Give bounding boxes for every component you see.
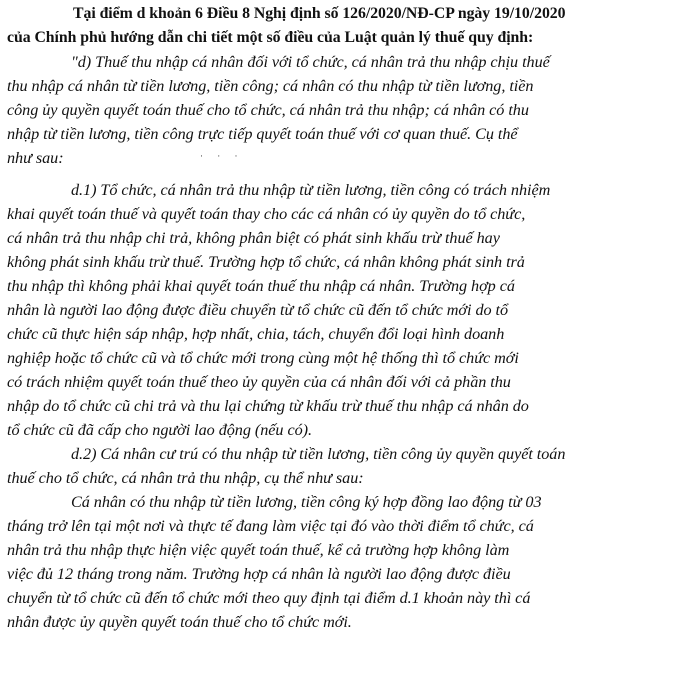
quote-line: thu nhập thì không phải khai quyết toán thuế thu nhập cá nhân. Trường hợp cá [7, 277, 515, 295]
quote-line: thuế cho tổ chức, cá nhân trả thu nhập, cụ thể như sau: [7, 469, 364, 487]
quote-line: như sau: [7, 149, 64, 167]
quote-line: không phát sinh khấu trừ thuế. Trường hợp tổ chức, cá nhân không phát sinh trả [7, 253, 525, 271]
quote-line: nhân được ủy quyền quyết toán thuế cho tổ chức mới. [7, 613, 352, 631]
quote-line: cá nhân trả thu nhập chi trả, không phân biệt có phát sinh khấu trừ thuế hay [7, 229, 500, 247]
intro-line: của Chính phủ hướng dẫn chi tiết một số điều của Luật quản lý thuế quy định: [7, 29, 534, 46]
quote-line: thu nhập cá nhân từ tiền lương, tiền công; cá nhân có thu nhập từ tiền lương, tiền [7, 77, 534, 95]
quote-line: công ủy quyền quyết toán thuế cho tổ chức, cá nhân trả thu nhập; cá nhân có thu [7, 101, 529, 119]
quote-line: khai quyết toán thuế và quyết toán thay cho các cá nhân có ủy quyền do tổ chức, [7, 205, 526, 223]
intro-line: Tại điểm d khoản 6 Điều 8 Nghị định số 126/2020/NĐ-CP ngày 19/10/2020 [73, 5, 566, 22]
quote-line: nhập do tổ chức cũ chi trả và thu lại chứng từ khấu trừ thuế thu nhập cá nhân do [7, 397, 529, 415]
quote-line: d.2) Cá nhân cư trú có thu nhập từ tiền lương, tiền công ủy quyền quyết toán [71, 445, 566, 463]
quote-line: việc đủ 12 tháng trong năm. Trường hợp cá nhân là người lao động được điều [7, 565, 511, 583]
quote-line: nghiệp hoặc tổ chức cũ và tổ chức mới trong cùng một hệ thống thì tổ chức mới [7, 349, 519, 367]
quote-line: nhân là người lao động được điều chuyển từ tổ chức cũ đến tổ chức mới do tổ [7, 301, 509, 319]
quote-line: "d) Thuế thu nhập cá nhân đối với tổ chức, cá nhân trả thu nhập chịu thuế [71, 53, 550, 71]
quote-line: nhân trả thu nhập thực hiện việc quyết toán thuế, kể cả trường hợp không làm [7, 541, 510, 559]
quote-line: d.1) Tổ chức, cá nhân trả thu nhập từ tiền lương, tiền công có trách nhiệm [71, 181, 551, 199]
quote-line: chức cũ thực hiện sáp nhập, hợp nhất, chia, tách, chuyển đổi loại hình doanh [7, 325, 505, 343]
quote-line: có trách nhiệm quyết toán thuế theo ủy quyền của cá nhân đối với cả phần thu [7, 373, 511, 391]
quote-line: Cá nhân có thu nhập từ tiền lương, tiền công ký hợp đồng lao động từ 03 [71, 493, 542, 511]
quote-line: tháng trở lên tại một nơi và thực tế đang làm việc tại đó vào thời điểm tổ chức, cá [7, 517, 534, 535]
quote-line: nhập từ tiền lương, tiền công trực tiếp quyết toán thuế với cơ quan thuế. Cụ thể [7, 125, 518, 143]
quote-line: tổ chức cũ đã cấp cho người lao động (nếu có). [7, 421, 312, 439]
scan-specks: · · · [200, 151, 244, 161]
quote-line: chuyển từ tổ chức cũ đến tổ chức mới theo quy định tại điểm d.1 khoản này thì cá [7, 589, 531, 607]
